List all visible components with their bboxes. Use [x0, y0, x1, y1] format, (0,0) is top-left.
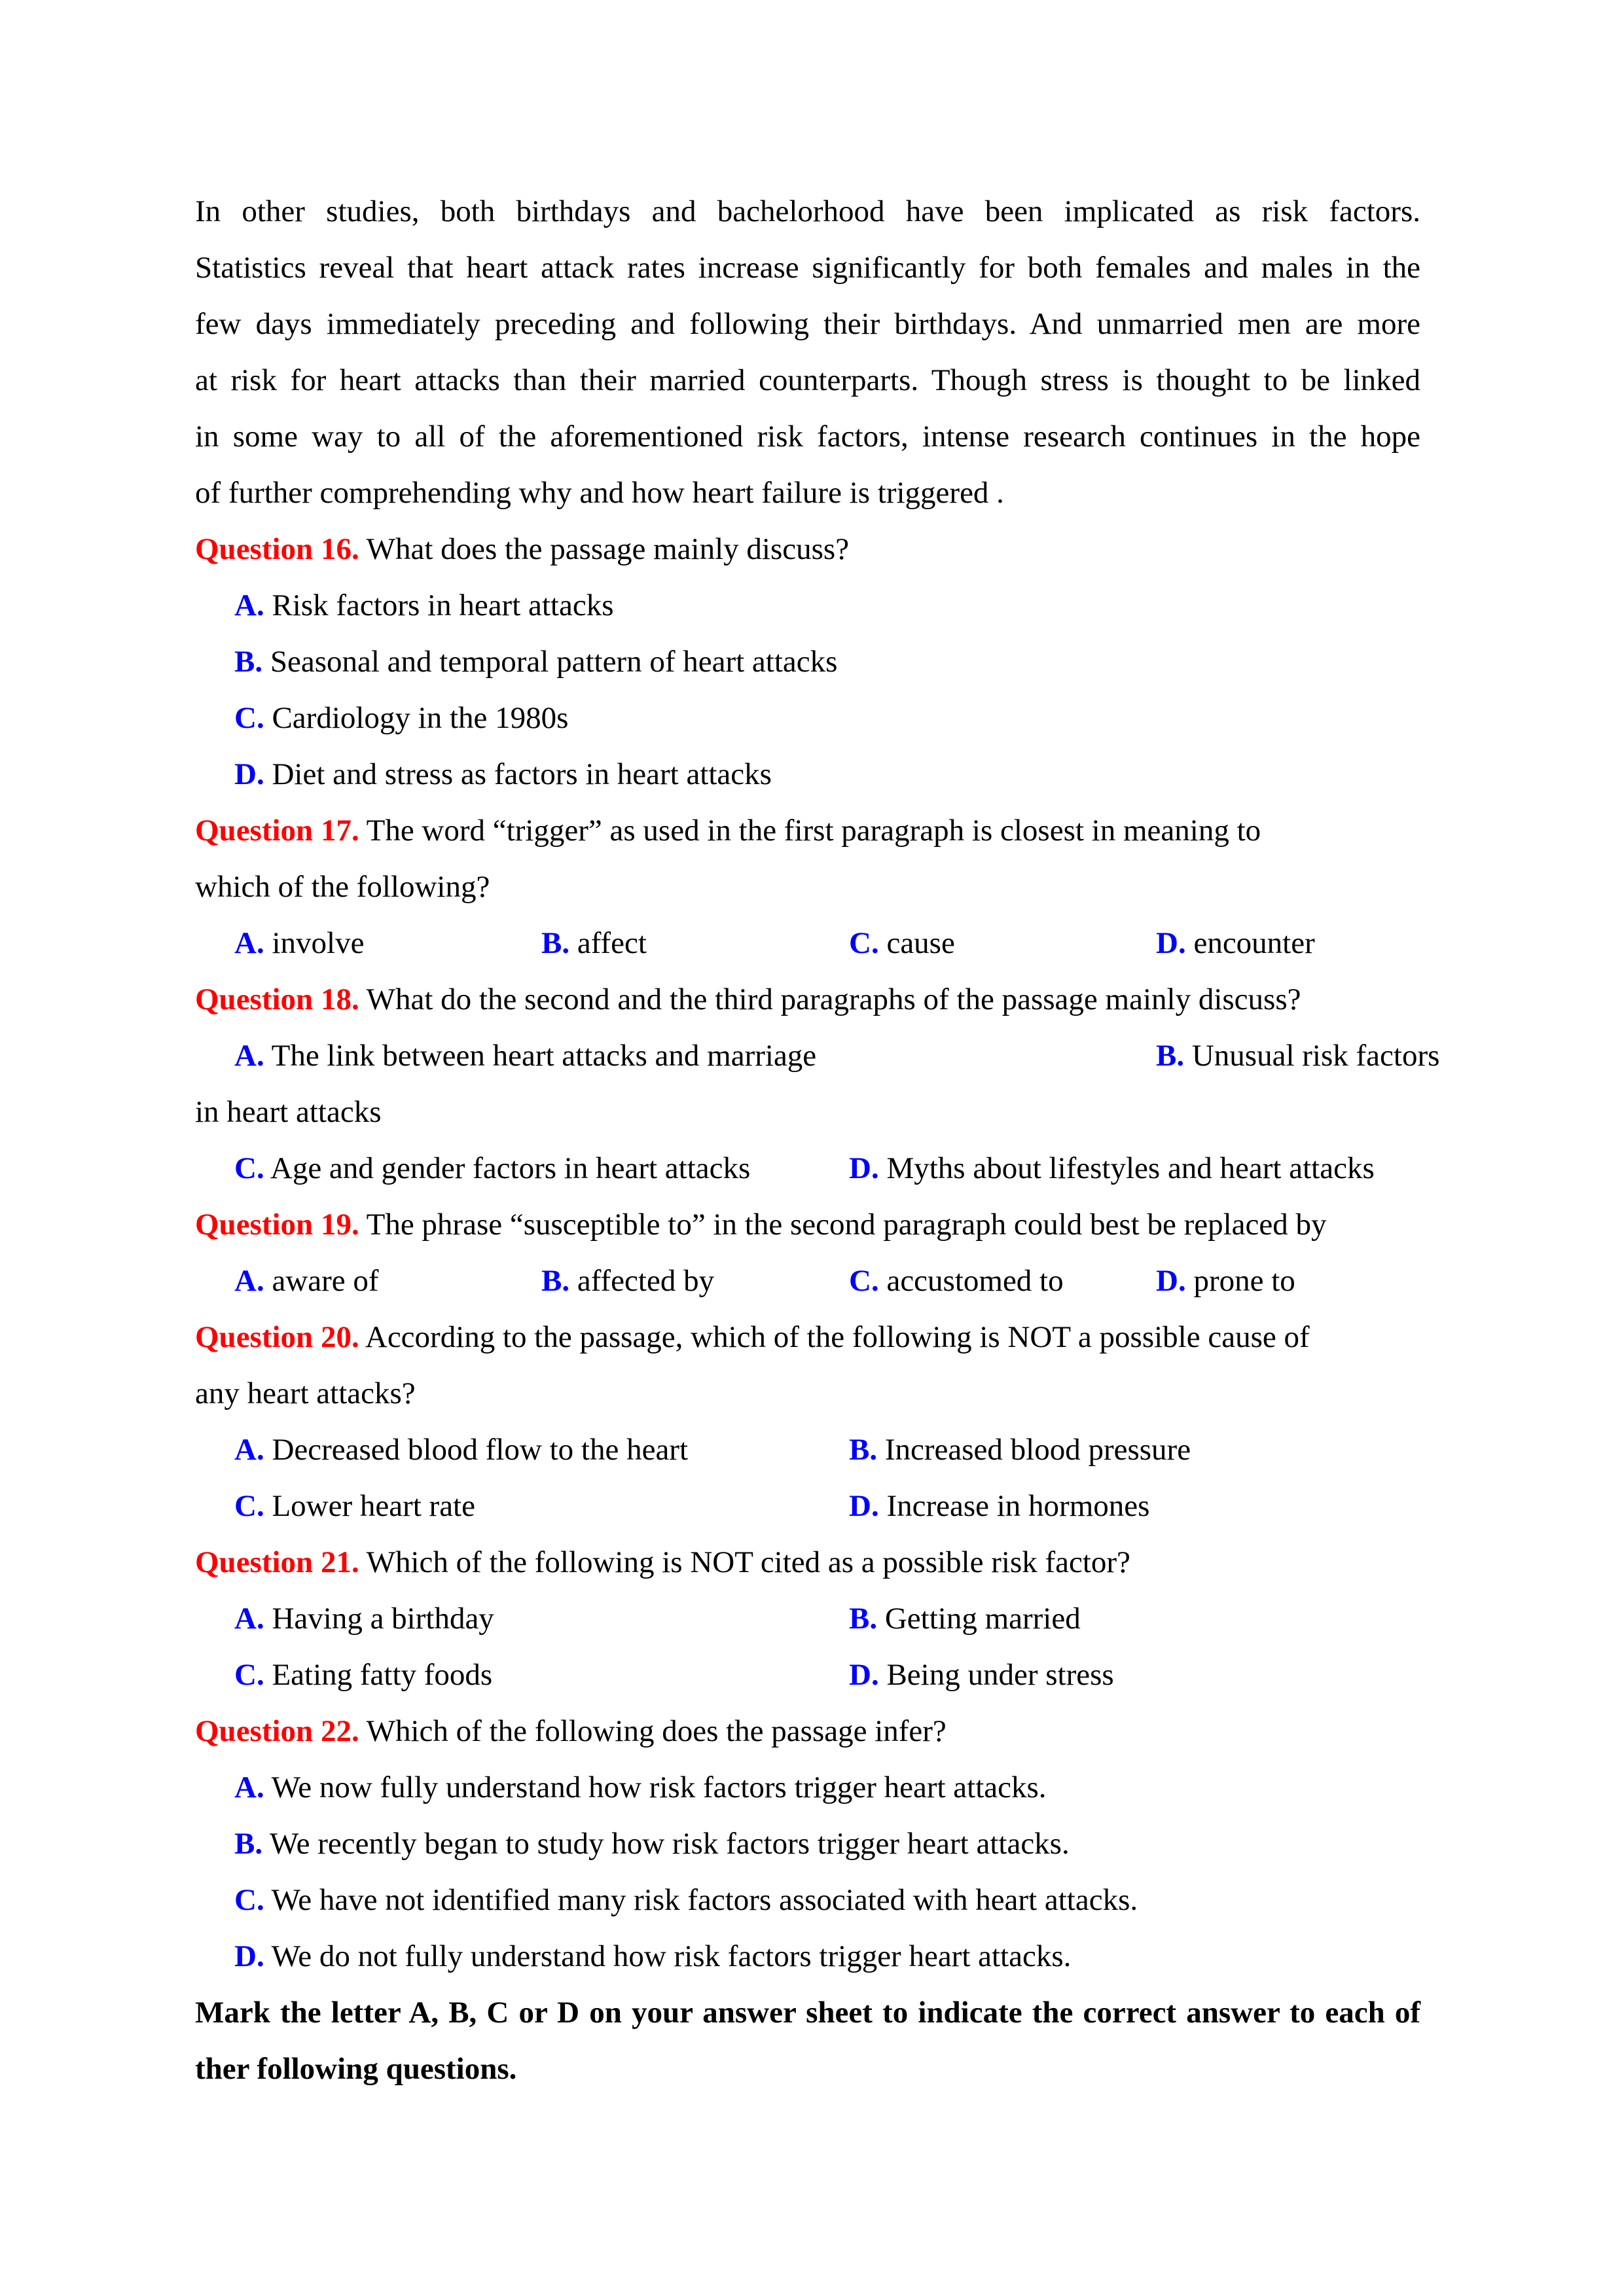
option-b[interactable] — [1156, 1028, 1439, 1084]
option-text: Decreased blood flow to the heart — [272, 1433, 689, 1467]
question-16 — [195, 521, 1420, 802]
instruction-line: ther following questions. — [195, 2052, 517, 2086]
options-row — [195, 1140, 1420, 1196]
options-row — [195, 1647, 1420, 1703]
option-d[interactable] — [849, 1140, 1375, 1196]
option-text: affect — [577, 926, 647, 960]
question-number: Question 21. — [195, 1545, 359, 1579]
question-number: Question 18. — [195, 982, 359, 1016]
option-letter: A. — [234, 588, 264, 622]
question-18 — [195, 971, 1440, 1196]
option-text: Myths about lifestyles and heart attacks — [886, 1151, 1375, 1185]
question-text: According to the passage, which of the following is NOT a possible cause of — [365, 1320, 1310, 1354]
option-text: Unusual risk factors — [1191, 1039, 1440, 1073]
option-a[interactable] — [195, 1759, 1420, 1816]
option-text: involve — [272, 926, 365, 960]
options-row — [195, 915, 1420, 971]
passage-line: few days immediately preceding and following their birthdays. And unmarried men are more — [195, 307, 1420, 341]
question-text: The word “trigger” as used in the first paragraph is closest in meaning to — [366, 814, 1261, 848]
option-a[interactable] — [234, 915, 364, 971]
option-c[interactable] — [234, 1478, 475, 1534]
option-letter: B. — [234, 1827, 263, 1861]
option-d[interactable] — [1156, 915, 1315, 971]
option-letter: C. — [849, 1264, 879, 1298]
option-text: Age and gender factors in heart attacks — [270, 1151, 751, 1185]
question-number: Question 22. — [195, 1714, 359, 1748]
question-stem — [195, 1534, 1420, 1590]
option-letter: D. — [849, 1151, 879, 1185]
option-letter: A. — [234, 1039, 264, 1073]
option-letter: B. — [849, 1602, 878, 1636]
option-text: affected by — [577, 1264, 715, 1298]
option-c[interactable] — [234, 1140, 750, 1196]
option-d[interactable] — [849, 1647, 1114, 1703]
question-text: What do the second and the third paragraphs of the passage mainly discuss? — [366, 982, 1301, 1016]
option-d[interactable] — [849, 1478, 1149, 1534]
options-row — [195, 1028, 1440, 1084]
option-letter: A. — [234, 1264, 264, 1298]
option-b[interactable] — [541, 1253, 714, 1309]
option-d[interactable] — [1156, 1253, 1295, 1309]
option-text: Being under stress — [886, 1658, 1114, 1692]
option-c[interactable] — [234, 1647, 492, 1703]
option-text: We do not fully understand how risk factors trigger heart attacks. — [271, 1939, 1072, 1973]
option-c[interactable] — [195, 1872, 1420, 1928]
question-text: The phrase “susceptible to” in the second paragraph could best be replaced by — [366, 1208, 1327, 1242]
question-text-continued: which of the following? — [195, 870, 490, 904]
question-number: Question 20. — [195, 1320, 359, 1354]
option-text: Cardiology in the 1980s — [272, 701, 569, 735]
option-text: cause — [886, 926, 955, 960]
option-letter: C. — [234, 1658, 264, 1692]
passage-line: In other studies, both birthdays and bachelorhood have been implicated as risk factors. — [195, 194, 1420, 228]
option-text: Increase in hormones — [886, 1489, 1150, 1523]
option-text: accustomed to — [886, 1264, 1064, 1298]
reading-passage — [195, 183, 1420, 521]
option-text: Seasonal and temporal pattern of heart attacks — [270, 645, 838, 679]
options-row — [195, 1478, 1420, 1534]
question-text: What does the passage mainly discuss? — [366, 532, 850, 566]
option-d[interactable] — [195, 746, 1420, 802]
question-text: Which of the following is NOT cited as a possible risk factor? — [366, 1545, 1130, 1579]
option-text: Eating fatty foods — [272, 1658, 493, 1692]
options-row — [195, 1253, 1420, 1309]
option-d[interactable] — [195, 1928, 1420, 1984]
question-stem — [195, 1309, 1420, 1365]
option-letter: D. — [1156, 1264, 1186, 1298]
passage-line: in some way to all of the aforementioned risk factors, intense research continues in the hope — [195, 420, 1420, 454]
question-20 — [195, 1309, 1420, 1534]
question-number: Question 16. — [195, 532, 359, 566]
option-c[interactable] — [849, 1253, 1064, 1309]
option-letter: D. — [1156, 926, 1186, 960]
option-letter: A. — [234, 1433, 264, 1467]
option-letter: D. — [849, 1489, 879, 1523]
question-17 — [195, 802, 1420, 971]
instruction-line: Mark the letter A, B, C or D on your answer sheet to indicate the correct answer to each of — [195, 1996, 1420, 2030]
option-b-continued: in heart attacks — [195, 1095, 382, 1129]
option-text: Lower heart rate — [272, 1489, 475, 1523]
options-row — [195, 1590, 1420, 1647]
option-letter: D. — [234, 757, 264, 791]
option-a[interactable] — [195, 577, 1420, 634]
document-page — [195, 183, 1440, 2097]
question-21 — [195, 1534, 1420, 1703]
passage-line: at risk for heart attacks than their married counterparts. Though stress is thought to be linked — [195, 363, 1420, 397]
option-letter: A. — [234, 1770, 264, 1804]
option-text: Having a birthday — [272, 1602, 494, 1636]
option-letter: B. — [541, 1264, 570, 1298]
option-text: encounter — [1193, 926, 1315, 960]
option-a[interactable] — [234, 1590, 494, 1647]
passage-line: Statistics reveal that heart attack rates increase significantly for both females and males in the — [195, 251, 1420, 285]
option-b[interactable] — [195, 634, 1420, 690]
question-stem — [195, 802, 1420, 859]
passage-line: of further comprehending why and how heart failure is triggered . — [195, 476, 1004, 510]
option-b[interactable] — [849, 1590, 1081, 1647]
option-letter: C. — [234, 701, 264, 735]
option-text: We recently began to study how risk factors trigger heart attacks. — [270, 1827, 1070, 1861]
option-text: We now fully understand how risk factors trigger heart attacks. — [271, 1770, 1047, 1804]
question-number: Question 17. — [195, 814, 359, 848]
option-letter: D. — [849, 1658, 879, 1692]
option-text: We have not identified many risk factors associated with heart attacks. — [271, 1883, 1138, 1917]
option-letter: B. — [234, 645, 263, 679]
question-stem — [195, 971, 1420, 1028]
option-c[interactable] — [849, 915, 955, 971]
option-text: Increased blood pressure — [884, 1433, 1191, 1467]
question-stem — [195, 1196, 1420, 1253]
option-letter: C. — [234, 1883, 264, 1917]
option-letter: A. — [234, 1602, 264, 1636]
option-text: The link between heart attacks and marriage — [271, 1039, 817, 1073]
option-text: Getting married — [884, 1602, 1081, 1636]
question-text-continued: any heart attacks? — [195, 1376, 416, 1410]
option-text: prone to — [1193, 1264, 1295, 1298]
option-text: aware of — [272, 1264, 379, 1298]
option-b[interactable] — [195, 1816, 1420, 1872]
option-a[interactable] — [234, 1253, 379, 1309]
option-letter: B. — [1156, 1039, 1185, 1073]
option-a[interactable] — [234, 1422, 688, 1478]
question-22 — [195, 1703, 1420, 1984]
option-letter: C. — [234, 1489, 264, 1523]
option-b[interactable] — [849, 1422, 1191, 1478]
section-instruction — [195, 1984, 1420, 2097]
option-a[interactable] — [234, 1028, 816, 1084]
question-text: Which of the following does the passage infer? — [366, 1714, 947, 1748]
option-letter: A. — [234, 926, 264, 960]
option-b[interactable] — [541, 915, 647, 971]
option-letter: C. — [234, 1151, 264, 1185]
option-letter: D. — [234, 1939, 264, 1973]
option-c[interactable] — [195, 690, 1420, 746]
option-text: Diet and stress as factors in heart attacks — [272, 757, 772, 791]
option-letter: C. — [849, 926, 879, 960]
question-stem — [195, 521, 1420, 577]
option-letter: B. — [541, 926, 570, 960]
question-stem — [195, 1703, 1420, 1759]
option-letter: B. — [849, 1433, 878, 1467]
option-text: Risk factors in heart attacks — [272, 588, 614, 622]
options-row — [195, 1422, 1420, 1478]
question-19 — [195, 1196, 1420, 1309]
question-number: Question 19. — [195, 1208, 359, 1242]
